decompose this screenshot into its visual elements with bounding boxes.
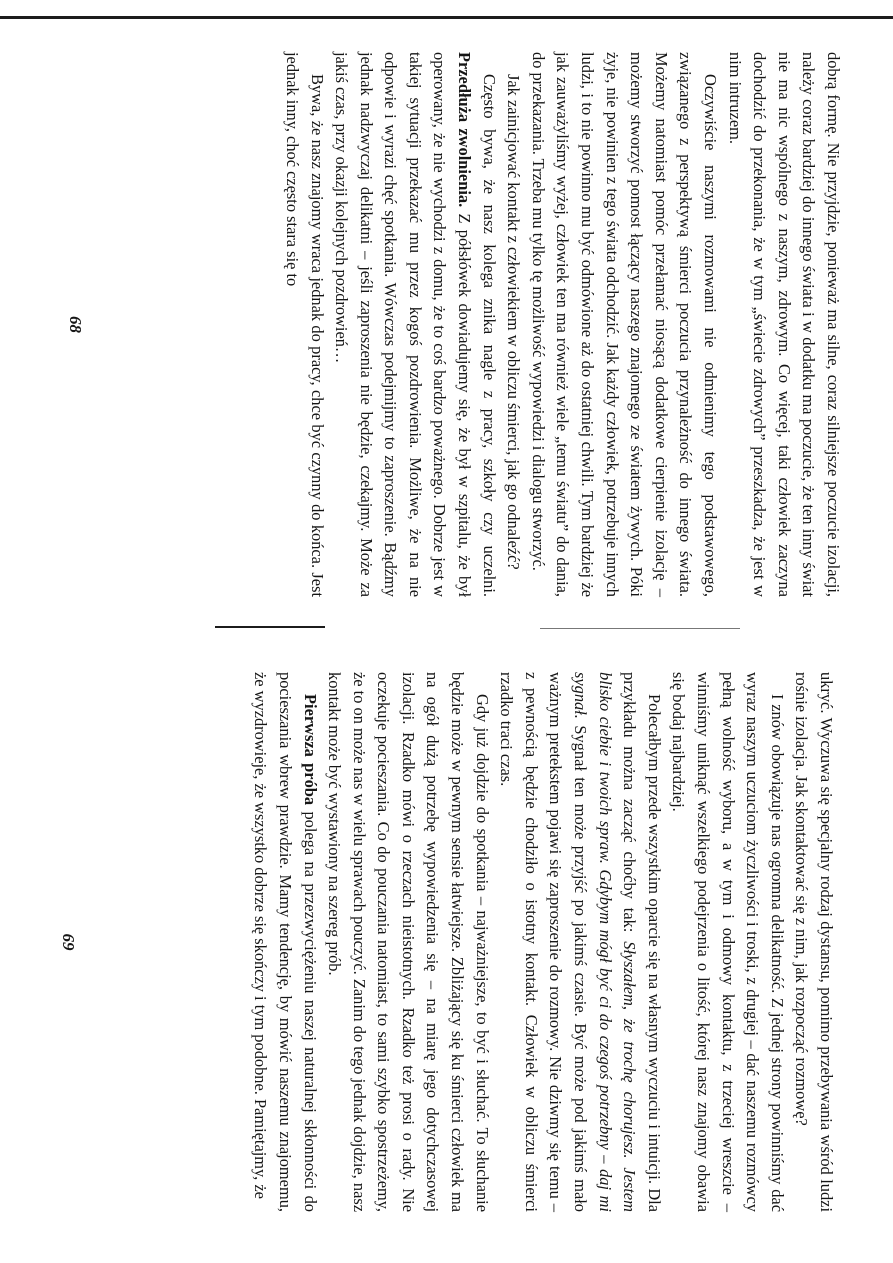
paragraph: ukryć. Wyczuwa się specjalny rodzaj dystansu, pomimo przebywania wśród ludzi rośnie izolacja. Jak skontaktować się z nim, jak rozpocząć rozmowę? (792, 672, 836, 1212)
page-68 (65, 52, 845, 597)
text-run: Często bywa, że nasz kolega znika nagle z pracy, szkoły czy uczelni. (479, 74, 499, 597)
text-run: Polecałbym przede wszystkim oparcie się na własnym wyczuciu i intuicji. Dla przykładu można zacząć choćby tak: (620, 672, 664, 1212)
paragraph: I znów obowiązuje nas ogromna delikatność. Z jednej strony powinniśmy dać wyraz naszym uczuciom życzliwości i troski, z drugiej – dać naszemu rozmówcy pełną wolność wyboru, a w tym i odmowy kontaktu, z trzeciej wreszcie – winniśmy uniknąć wszelkiego podejrzenia o litość, której nasz znajomy obawia się bodaj najbardziej. (669, 672, 787, 1212)
page-number: 69 (59, 933, 78, 951)
paragraph (329, 52, 501, 597)
text-run: Z półsłówek dowiadujemy się, że był w szpitalu, że był operowany, że nie wychodzi z domu, że to coś bardzo poważnego. Dobrze jest w takiej sytuacji przekazać mu przez kogoś pozdrowienia. Możliwe, że na nie odpowie i wyrazi chęć spotkania. Wówczas podejmijmy to zaproszenie. Bądźmy jednak nadzwyczaj delikatni – jeśli zaproszenia nie będzie, czekajmy. Może za jakiś czas, przy okazji kolejnych pozdrowień… (332, 52, 475, 597)
page-divider-left (215, 626, 325, 628)
page-69 (58, 672, 838, 1212)
page-69-text (248, 672, 838, 1212)
paragraph: dobrą formę. Nie przyjdzie, ponieważ ma silne, coraz silniejsze poczucie izolacji, należy coraz bardziej do innego świata i w dodatku ma poczucie, że ten inny świat nie ma nic wspólnego z naszym, zdrowym. Co więcej, taki człowiek zaczyna dochodzić do przekonania, że w tym „świecie zdrowych” przeszkadza, że jest w nim intruzem. (725, 52, 843, 597)
paragraph: Oczywiście naszymi rozmowami nie odmienimy tego podstawowego, związanego z perspektywą śmierci poczucia przynależność do innego świata. Możemy natomiast pomóc przełamać niosącą dodatkowe cierpienie izolację – możemy stworzyć pomost łączący naszego znajomego ze światem żywych. Póki żyje, nie powinien z tego świata odchodzić. Jak każdy człowiek, potrzebuje innych ludzi, i to nie powinno mu być odmówione aż do ostatniej chwili. Tym bardziej że jak zauważyliśmy wyżej, człowiek ten ma również wiele „temu światu” do dania, do przekazania. Trzeba mu tylko tę możliwość wypowiedzi i dialogu stworzyć. (528, 52, 721, 597)
text-run: Sygnał ten może przyjść po jakimś czasie. Być może pod jakimś mało ważnym pretekstem pojawi się zaproszenie do rozmowy. Nie dziwmy się temu – z pewnością będzie chodziło o istotny kontakt. Człowiek w obliczu śmierci rzadko traci czas. (497, 672, 591, 1212)
page-68-text (279, 52, 845, 597)
page-divider-right (540, 628, 740, 629)
paragraph: Bywa, że nasz znajomy wraca jednak do pracy, chce być czynny do końca. Jest jednak inny, choć często stara się to (282, 52, 327, 597)
paragraph (494, 672, 666, 1212)
top-rule (0, 16, 893, 19)
paragraph (248, 672, 322, 1212)
text-run: polega na przezwyciężeniu naszej naturalnej skłonności do pocieszania wbrew prawdzie. Mamy tendencję, by mówić naszemu znajomemu, że wyzdrowieje, że wszystko dobrze się skończy i tym podobne. Pamiętajmy, że (251, 672, 320, 1212)
bold-run: Przedłuża zwolnienia. (455, 52, 475, 208)
question: Jak zainicjować kontakt z człowiekiem w obliczu śmierci, jak go odnaleźć? (504, 74, 524, 570)
paragraph: Gdy już dojdzie do spotkania – najważniejsze, to być i słuchać. To słuchanie będzie może w pewnym sensie łatwiejsze. Zbliżający się ku śmierci człowiek ma na ogół dużą potrzebę wypowiedzenia się – na miarę jego dotychczasowej izolacji. Rzadko mówi o rzeczach nieistotnych. Rzadko też prosi o rady. Nie oczekuje pocieszania. Co do pouczania natomiast, to sami szybko spostrzeżemy, że to on może nas w wielu sprawach pouczyć. Zanim do tego jednak dojdzie, nasz kontakt może być wystawiony na szereg prób. (325, 672, 492, 1212)
page-number: 68 (66, 316, 85, 333)
bold-run: Pierwsza próba (300, 694, 320, 806)
italic-run: Słyszałem, że trochę chorujesz. Jestem blisko ciebie i twoich spraw. Gdybym mógł być ci do czegoś potrzebny – daj mi sygnał. (571, 672, 640, 1212)
